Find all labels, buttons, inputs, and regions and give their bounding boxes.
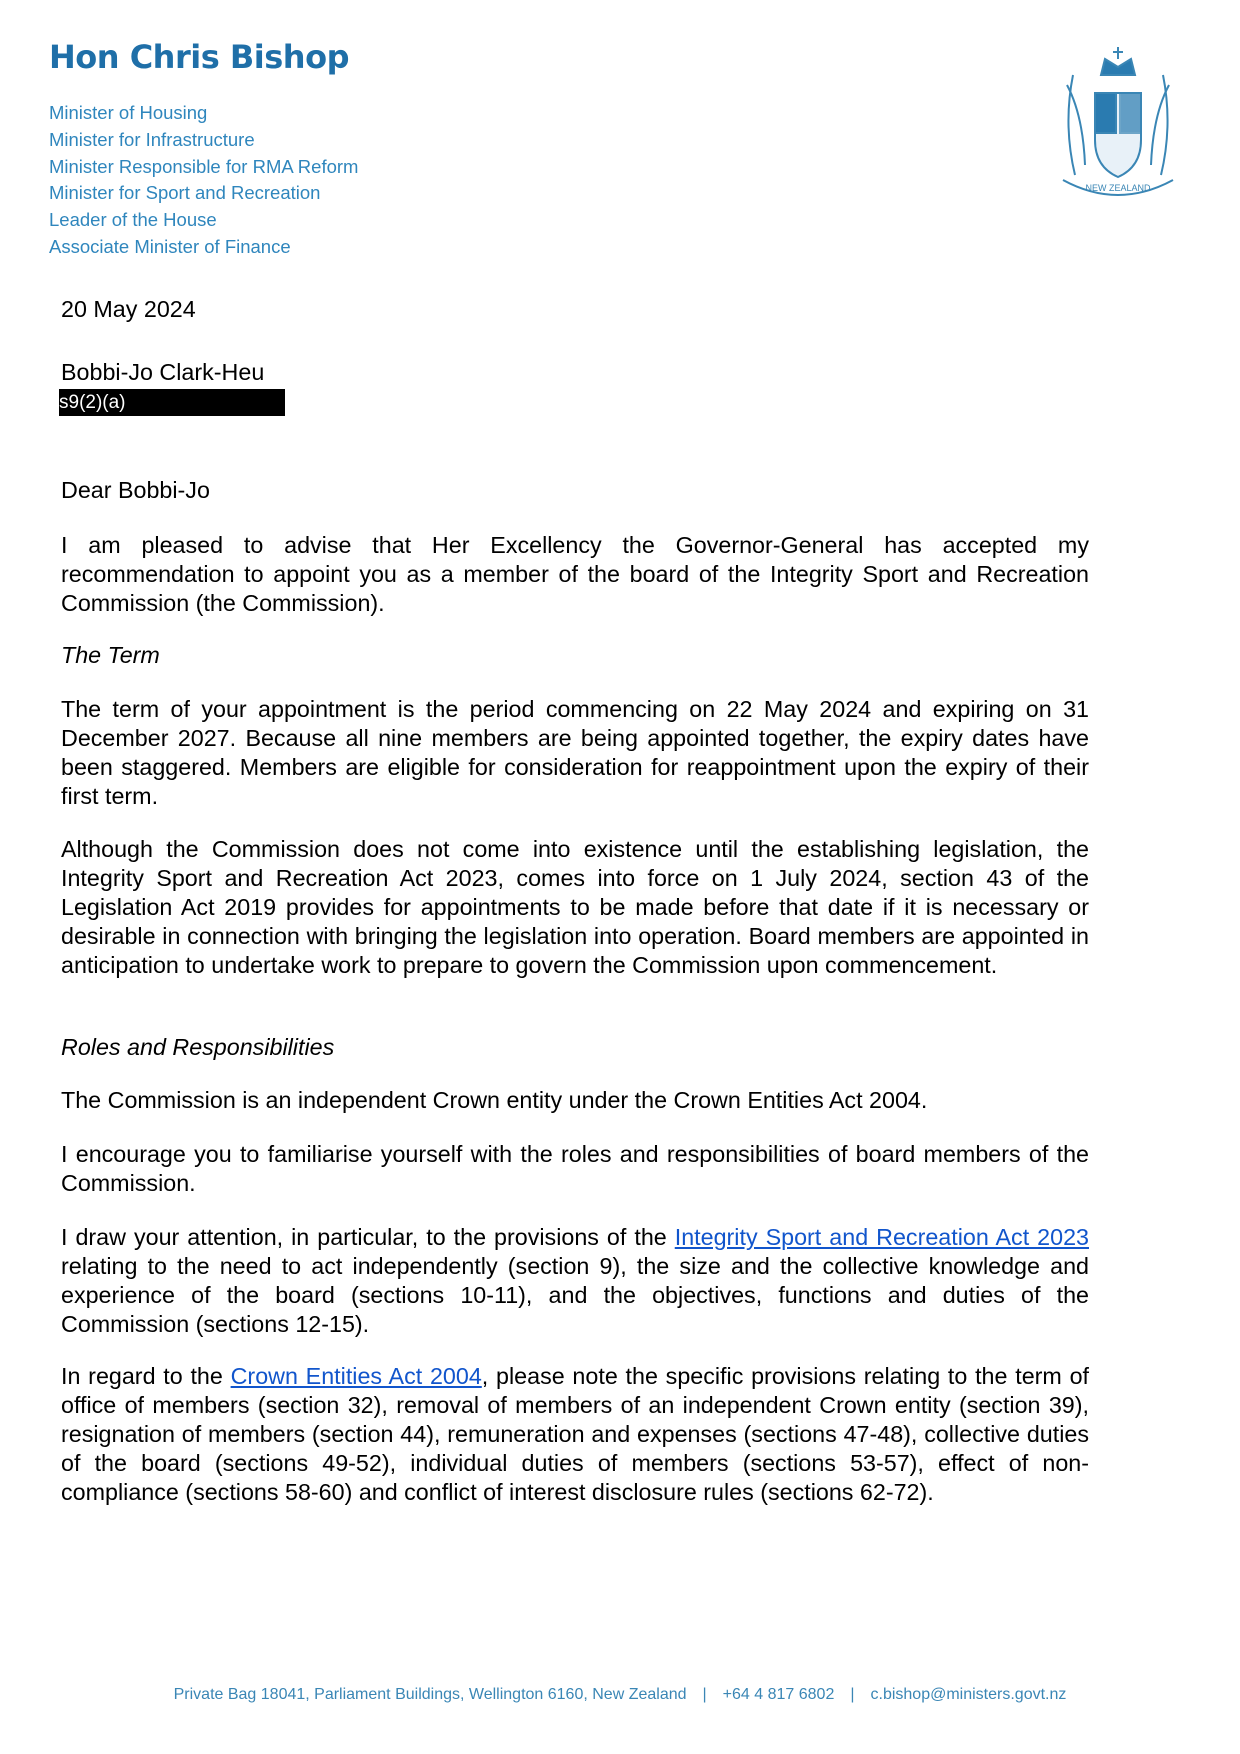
section-heading-roles: Roles and Responsibilities <box>61 1034 335 1060</box>
role: Minister of Housing <box>49 102 208 123</box>
paragraph: The Commission is an independent Crown entity under the Crown Entities Act 2004. <box>61 1087 928 1113</box>
text: relating to the need to act independently (section 9), the size and the collective knowledge and experience of the board (sections 10-11), and the objectives, functions and duties of the Commission (sections 12-15). <box>61 1253 1089 1337</box>
paragraph: I am pleased to advise that Her Excellency the Governor-General has accepted my recommendation to appoint you as a member of the board of the Integrity Sport and Recreation Commission (the Commission). <box>61 532 1089 616</box>
footer-email: c.bishop@ministers.govt.nz <box>870 1686 1067 1703</box>
role: Minister Responsible for RMA Reform <box>49 155 359 177</box>
text: I draw your attention, in particular, to the provisions of the <box>61 1224 675 1250</box>
paragraph <box>61 1362 1089 1507</box>
text: In regard to the <box>61 1363 231 1389</box>
minister-name: Hon Chris Bishop <box>49 38 349 76</box>
separator: | <box>702 1686 707 1703</box>
separator: | <box>850 1686 855 1703</box>
footer-phone: +64 4 817 6802 <box>722 1686 835 1703</box>
paragraph: Although the Commission does not come into existence until the establishing legislation, the Integrity Sport and Recreation Act 2023, comes into force on 1 July 2024, section 43 of the Legislation Act 2019 provides for appointments to be made before that date if it is necessary or desirable in connection with bringing the legislation into operation. Board members are appointed in anticipation to undertake work to prepare to govern the Commission upon commencement. <box>61 836 1089 978</box>
letter-date: 20 May 2024 <box>61 296 196 322</box>
recipient-name: Bobbi-Jo Clark-Heu <box>61 359 265 385</box>
footer <box>0 1686 1240 1704</box>
salutation: Dear Bobbi-Jo <box>61 477 210 503</box>
role: Associate Minister of Finance <box>49 235 291 257</box>
integrity-act-link[interactable]: Integrity Sport and Recreation Act 2023 <box>674 1224 1089 1250</box>
role: Minister for Infrastructure <box>49 128 255 150</box>
redaction-box: s9(2)(a) <box>59 389 285 416</box>
text: , please note the specific provisions relating to the term of office of members (section 32), removal of members of an independent Crown entity (section 39), resignation of members (section 44), remuneration and expenses (sections 47-48), collective duties of the board (sections 49-52), individual duties of members (sections 53-57), effect of non-compliance (sections 58-60) and conflict of interest disclosure rules (sections 62-72). <box>61 1363 1089 1505</box>
minister-roles <box>49 100 358 261</box>
role: Leader of the House <box>49 209 217 231</box>
footer-address: Private Bag 18041, Parliament Buildings, Wellington 6160, New Zealand <box>173 1686 687 1703</box>
paragraph <box>61 1223 1089 1339</box>
section-heading-term: The Term <box>61 642 160 668</box>
role: Minister for Sport and Recreation <box>49 182 321 204</box>
crown-entities-act-link[interactable]: Crown Entities Act 2004 <box>230 1363 482 1389</box>
coat-of-arms-icon <box>1033 45 1203 205</box>
svg-text:NEW ZEALAND: NEW ZEALAND <box>1085 183 1151 193</box>
paragraph: I encourage you to familiarise yourself with the roles and responsibilities of board members of the Commission. <box>61 1141 1089 1196</box>
paragraph: The term of your appointment is the period commencing on 22 May 2024 and expiring on 31 December 2027. Because all nine members are being appointed together, the expiry dates have been staggered. Members are eligible for consideration for reappointment upon the expiry of their first term. <box>61 696 1089 809</box>
